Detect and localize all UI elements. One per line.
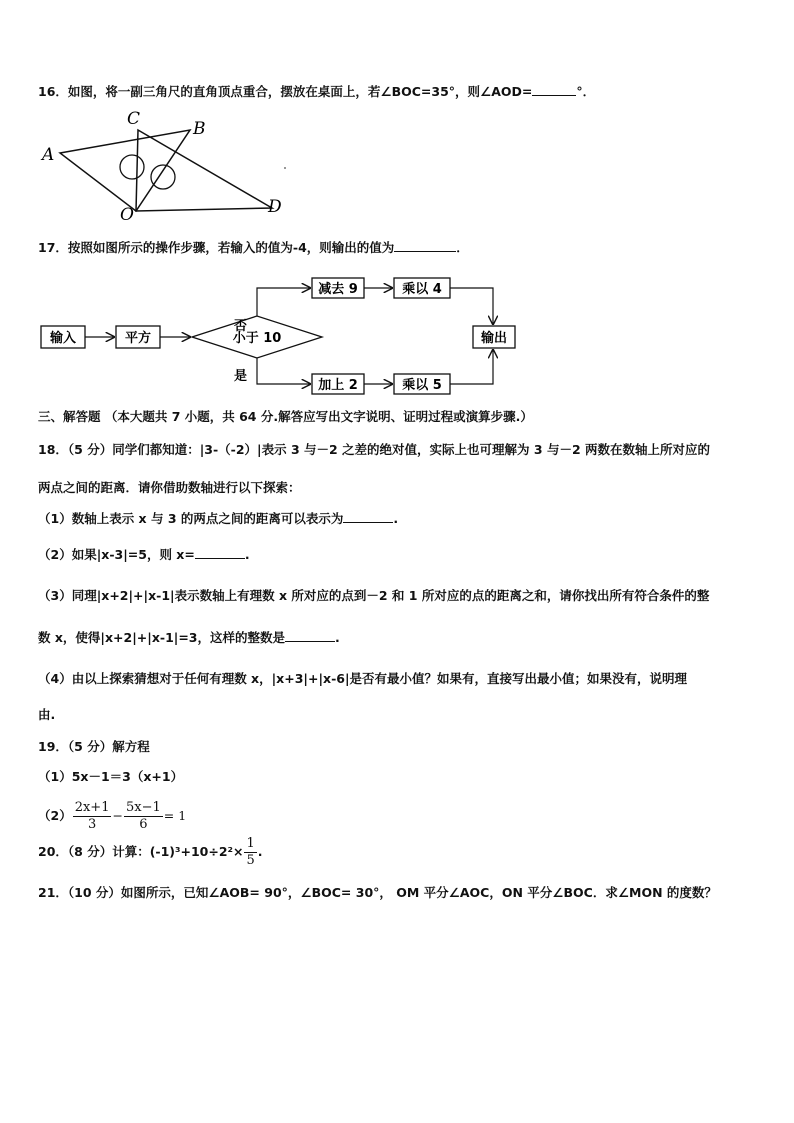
fraction: [124, 800, 163, 833]
q18-part1: [38, 509, 398, 528]
answer-blank: [285, 628, 335, 642]
equals-one: = 1: [163, 808, 187, 823]
q16-text: 16．如图，将一副三角尺的直角顶点重合，摆放在桌面上，若∠BOC=35°，则∠AOD=: [38, 84, 533, 99]
stray-dot: [284, 167, 286, 169]
q18-intro-line2: 两点之间的距离．请你借助数轴进行以下探索：: [38, 480, 301, 495]
answer-blank: [394, 238, 456, 252]
q18-part3-line2: [38, 628, 340, 647]
ruler-hole-circle: [151, 165, 175, 189]
question-17: [38, 238, 469, 257]
fraction: [73, 800, 112, 833]
q21-text: 21．（10 分）如图所示，已知∠AOB= 90°，∠BOC= 30°， OM 平分∠AOC，ON 平分∠BOC．求∠MON 的度数？: [38, 885, 717, 900]
flow-output-label: 输出: [480, 331, 508, 346]
flow-arrow: [450, 350, 493, 384]
ruler-hole-circle: [120, 155, 144, 179]
label-c: C: [127, 109, 141, 129]
section-heading: 三、解答题 （本大题共 7 小题，共 64 分.解答应写出文字说明、证明过程或演算步骤.）: [38, 409, 533, 424]
flow-input-label: 输入: [49, 331, 77, 346]
q18-part2-text: （2）如果|x-3|=5，则 x=: [38, 547, 195, 562]
q18-part3-text: 数 x，使得|x+2|+|x-1|=3，这样的整数是: [38, 630, 286, 645]
fraction-numerator: 1: [246, 836, 255, 851]
q19-title: 19．（5 分）解方程: [38, 739, 150, 754]
triangle-aob: [60, 130, 190, 211]
q18-part2: [38, 545, 250, 564]
label-b: B: [193, 119, 206, 139]
fraction-denominator: 6: [139, 817, 148, 832]
answer-blank: [532, 82, 576, 96]
flowchart: [36, 270, 536, 400]
q19-part2-label: （2）: [38, 808, 72, 823]
flow-yes-label: 是: [234, 369, 248, 384]
answer-blank: [343, 509, 393, 523]
label-d: D: [268, 197, 282, 217]
fraction-denominator: 5: [246, 853, 255, 868]
q17-suffix: ．: [456, 240, 469, 255]
flow-square-label: 平方: [124, 331, 152, 346]
fraction: [244, 836, 256, 869]
flow-yes-step2-label: 乘以 5: [402, 378, 442, 393]
question-16: [38, 82, 595, 101]
fraction-numerator: 5x−1: [125, 800, 161, 815]
triangle-cod: [136, 130, 272, 211]
q18-intro-line1: 18．（5 分）同学们都知道：|3-（-2）|表示 3 与－2 之差的绝对值，实际上也可理解为 3 与－2 两数在数轴上所对应的: [38, 442, 710, 457]
minus-sign: −: [112, 808, 123, 823]
q20-end: .: [257, 844, 263, 859]
q18-part3-line1: （3）同理|x+2|+|x-1|表示数轴上有理数 x 所对应的点到－2 和 1 所对应的点的距离之和，请你找出所有符合条件的整: [38, 588, 710, 603]
q20-line: [38, 834, 263, 870]
label-o: O: [120, 205, 134, 224]
label-a: A: [42, 145, 55, 165]
q19-part1: （1）5x－1＝3（x+1）: [38, 769, 184, 784]
q18-part2-end: .: [244, 547, 250, 562]
fraction-numerator: 2x+1: [74, 800, 110, 815]
q18-part1-text: （1）数轴上表示 x 与 3 的两点之间的距离可以表示为: [38, 511, 344, 526]
q18-part4-line1: （4）由以上探索猜想对于任何有理数 x，|x+3|+|x-6|是否有最小值？如果有，直接写出最小值；如果没有，说明理: [38, 671, 688, 686]
fraction-denominator: 3: [87, 817, 97, 832]
flow-condition-label: 小于 10: [232, 331, 282, 346]
q19-part2: [38, 798, 186, 834]
q20-text: 20．（8 分）计算：(-1)³+10÷2²×: [38, 844, 244, 859]
flow-no-label: 否: [234, 319, 248, 334]
flow-no-step1-label: 减去 9: [318, 282, 358, 297]
flow-arrow-no: [257, 288, 310, 316]
q17-text: 17．按照如图所示的操作步骤，若输入的值为-4，则输出的值为: [38, 240, 395, 255]
q18-part4-line2: 由.: [38, 707, 56, 722]
q16-suffix: °．: [576, 84, 596, 99]
flow-arrow: [450, 288, 493, 324]
answer-blank: [195, 545, 245, 559]
q18-part3-end: .: [335, 630, 340, 645]
q18-part1-end: .: [393, 511, 399, 526]
flow-arrow-yes: [257, 358, 310, 384]
triangle-rulers-figure: [36, 104, 296, 224]
flow-yes-step1-label: 加上 2: [318, 378, 358, 393]
flow-no-step2-label: 乘以 4: [402, 282, 442, 297]
